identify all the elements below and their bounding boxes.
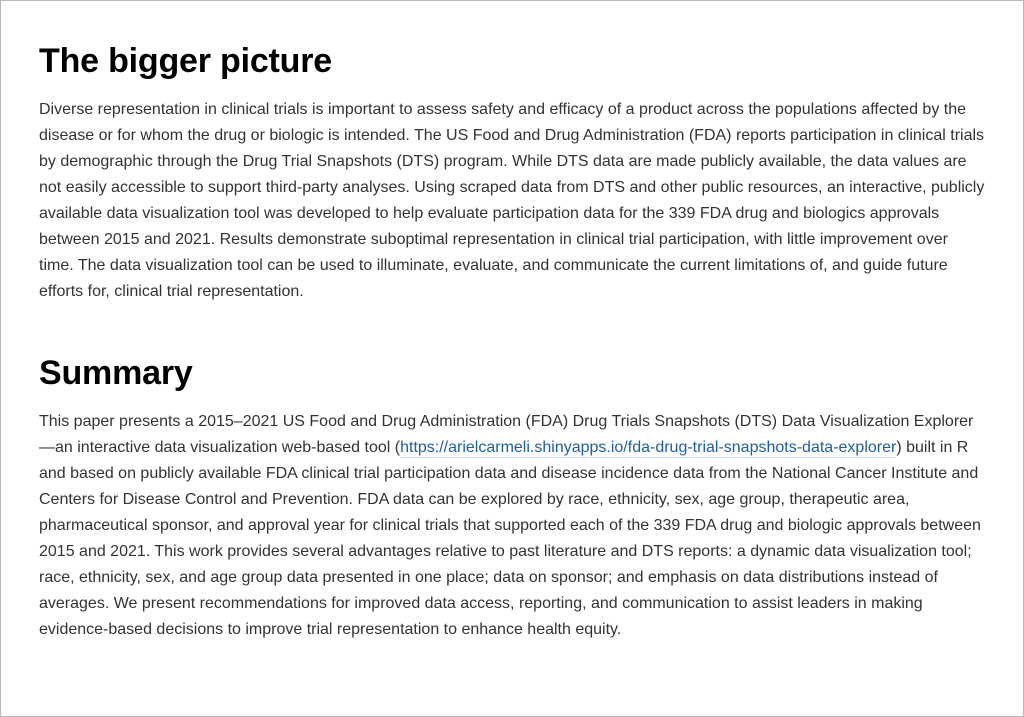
bigger-picture-section (39, 39, 987, 305)
article-content (39, 39, 987, 643)
bigger-picture-heading: The bigger picture (39, 42, 332, 80)
summary-heading: Summary (39, 354, 193, 392)
summary-text-before-link: This paper presents a 2015–2021 US Food and Drug Administration (FDA) Drug Trials Snapshots (DTS) Data Visualization Explorer—an interactive data visualization web-based tool ( (39, 413, 974, 456)
summary-paragraph (39, 409, 987, 643)
explorer-app-link[interactable]: https://arielcarmeli.shinyapps.io/fda-drug-trial-snapshots-data-explorer (400, 439, 897, 456)
summary-section (39, 351, 987, 643)
summary-text-after-link: ) built in R and based on publicly available FDA clinical trial participation data and disease incidence data from the National Cancer Institute and Centers for Disease Control and Prevention. FDA data can be explored by race, ethnicity, sex, age group, therapeutic area, pharmaceutical sponsor, and approval year for clinical trials that supported each of the 339 FDA drug and biologic approvals between 2015 and 2021. This work provides several advantages relative to past literature and DTS reports: a dynamic data visualization tool; race, ethnicity, sex, and age group data presented in one place; data on sponsor; and emphasis on data distributions instead of averages. We present recommendations for improved data access, reporting, and communication to assist leaders in making evidence-based decisions to improve trial representation to enhance health equity. (39, 439, 981, 638)
bigger-picture-paragraph: Diverse representation in clinical trials is important to assess safety and efficacy of a product across the populations affected by the disease or for whom the drug or biologic is intended. The US Food and Drug Administration (FDA) reports participation in clinical trials by demographic through the Drug Trial Snapshots (DTS) program. While DTS data are made publicly available, the data values are not easily accessible to support third-party analyses. Using scraped data from DTS and other public resources, an interactive, publicly available data visualization tool was developed to help evaluate participation data for the 339 FDA drug and biologics approvals between 2015 and 2021. Results demonstrate suboptimal representation in clinical trial participation, with little improvement over time. The data visualization tool can be used to illuminate, evaluate, and communicate the current limitations of, and guide future efforts for, clinical trial representation. (39, 101, 985, 300)
